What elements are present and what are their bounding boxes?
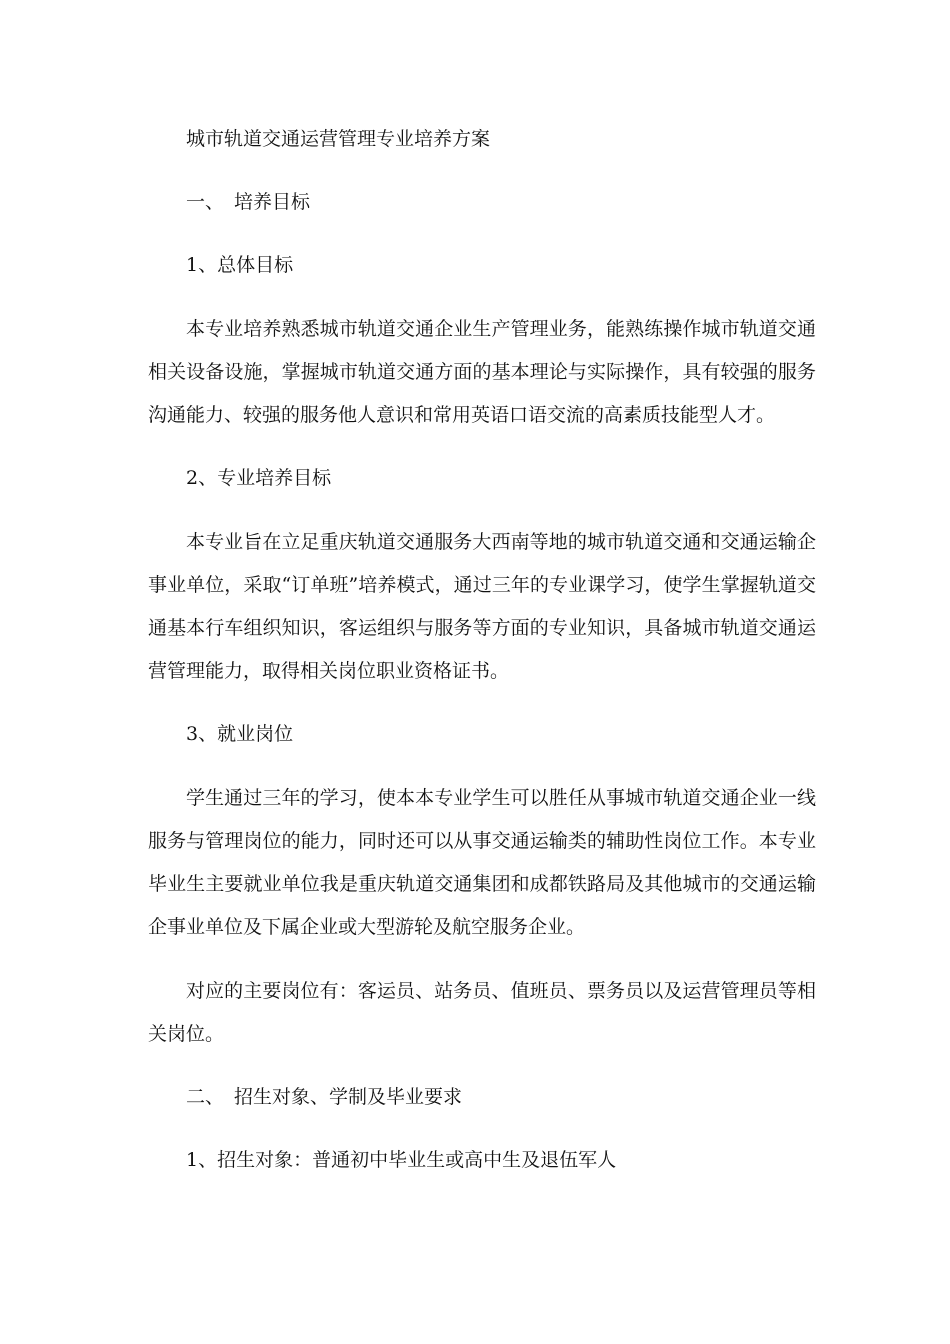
- document-body: [148, 118, 816, 1182]
- document-title: 城市轨道交通运营管理专业培养方案: [186, 128, 491, 150]
- subsection-heading-training-goal: 2、专业培养目标: [186, 467, 332, 489]
- section-heading-1: [148, 181, 816, 224]
- paragraph-overall-goal: 本专业培养熟悉城市轨道交通企业生产管理业务，能熟练操作城市轨道交通相关设备设施，掌握城市轨道交通方面的基本理论与实际操作，具有较强的服务沟通能力、较强的服务他人意识和常用英语口语交流的高素质技能型人才。: [148, 318, 816, 426]
- paragraph-positions: 对应的主要岗位有：客运员、站务员、值班员、票务员以及运营管理员等相关岗位。: [148, 980, 816, 1045]
- paragraph-training-goal: 本专业旨在立足重庆轨道交通服务大西南等地的城市轨道交通和交通运输企事业单位，采取“订单班”培养模式，通过三年的专业课学习，使学生掌握轨道交通基本行车组织知识，客运组织与服务等方面的专业知识，具备城市轨道交通运营管理能力，取得相关岗位职业资格证书。: [148, 531, 816, 682]
- subsection-heading-enrollment: 1、招生对象：普通初中毕业生或高中生及退伍军人: [186, 1149, 617, 1171]
- section-number: 二、: [186, 1086, 225, 1108]
- section-number: 一、: [186, 191, 225, 213]
- subsection-heading-overall-goal: 1、总体目标: [186, 254, 294, 276]
- subsection-heading-employment: 3、就业岗位: [186, 723, 294, 745]
- section-title: 招生对象、学制及毕业要求: [234, 1086, 463, 1108]
- section-heading-2: [148, 1076, 816, 1119]
- paragraph-employment: 学生通过三年的学习，使本本专业学生可以胜任从事城市轨道交通企业一线服务与管理岗位的能力，同时还可以从事交通运输类的辅助性岗位工作。本专业毕业生主要就业单位我是重庆轨道交通集团和成都铁路局及其他城市的交通运输企事业单位及下属企业或大型游轮及航空服务企业。: [148, 787, 816, 938]
- section-title: 培养目标: [234, 191, 311, 213]
